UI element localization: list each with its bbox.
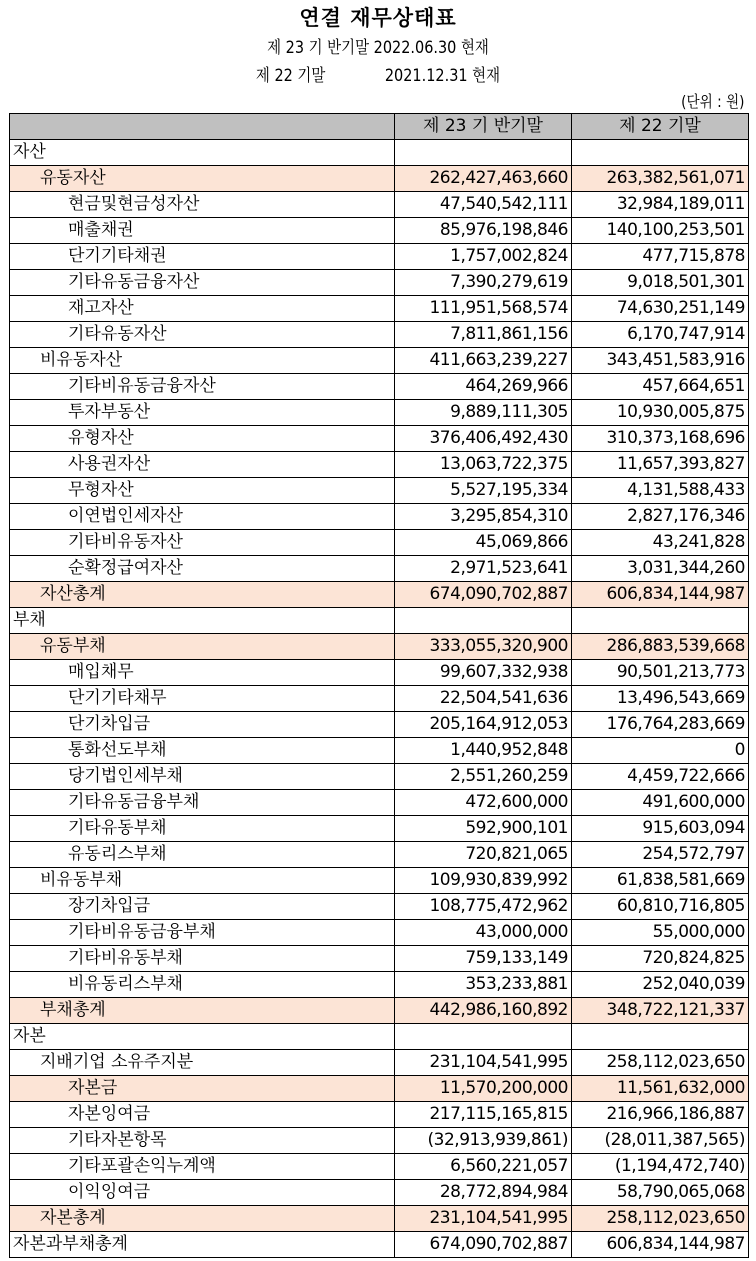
- header-current-period: 제 23 기 반기말: [395, 114, 572, 140]
- table-row: [10, 1024, 749, 1050]
- prior-period-value: 140,100,253,501: [572, 218, 749, 244]
- prior-period-value: 606,834,144,987: [572, 582, 749, 608]
- current-period-value: 28,772,894,984: [395, 1180, 572, 1206]
- prior-period-value: 176,764,283,669: [572, 712, 749, 738]
- prior-period-value: 10,930,005,875: [572, 400, 749, 426]
- current-period-value: 262,427,463,660: [395, 166, 572, 192]
- prior-period-value: 491,600,000: [572, 790, 749, 816]
- current-period-value: 442,986,160,892: [395, 998, 572, 1024]
- table-row: [10, 634, 749, 660]
- table-row: [10, 946, 749, 972]
- prior-period-value: 348,722,121,337: [572, 998, 749, 1024]
- account-name: 유동리스부채: [10, 842, 395, 868]
- unit-label: (단위 : 원): [680, 92, 744, 111]
- period-prior: [57, 61, 700, 86]
- current-period-value: 720,821,065: [395, 842, 572, 868]
- table-row: [10, 348, 749, 374]
- table-row: [10, 1232, 749, 1258]
- account-name: 순확정급여자산: [10, 556, 395, 582]
- table-row: [10, 296, 749, 322]
- table-row: [10, 1128, 749, 1154]
- header-prior-period: 제 22 기말: [572, 114, 749, 140]
- table-row: [10, 322, 749, 348]
- current-period-value: 1,440,952,848: [395, 738, 572, 764]
- prior-period-value: 286,883,539,668: [572, 634, 749, 660]
- prior-period-value: 58,790,065,068: [572, 1180, 749, 1206]
- account-name: 지배기업 소유주지분: [10, 1050, 395, 1076]
- table-row: [10, 270, 749, 296]
- account-name: 기타자본항목: [10, 1128, 395, 1154]
- table-row: [10, 478, 749, 504]
- table-row: [10, 244, 749, 270]
- current-period-value: 472,600,000: [395, 790, 572, 816]
- table-row: [10, 1050, 749, 1076]
- table-row: [10, 1206, 749, 1232]
- account-name: 기타포괄손익누계액: [10, 1154, 395, 1180]
- account-name: 단기기타채무: [10, 686, 395, 712]
- current-period-value: 411,663,239,227: [395, 348, 572, 374]
- prior-period-value: 13,496,543,669: [572, 686, 749, 712]
- current-period-value: 7,390,279,619: [395, 270, 572, 296]
- prior-period-value: [572, 608, 749, 634]
- prior-period-value: 258,112,023,650: [572, 1206, 749, 1232]
- table-row: [10, 712, 749, 738]
- account-name: 기타유동금융자산: [10, 270, 395, 296]
- prior-period-value: 216,966,186,887: [572, 1102, 749, 1128]
- current-period-value: 674,090,702,887: [395, 1232, 572, 1258]
- account-name: 기타유동금융부채: [10, 790, 395, 816]
- current-period-value: 11,570,200,000: [395, 1076, 572, 1102]
- account-name: 투자부동산: [10, 400, 395, 426]
- account-name: 유동자산: [10, 166, 395, 192]
- current-period-value: 108,775,472,962: [395, 894, 572, 920]
- account-name: 비유동부채: [10, 868, 395, 894]
- account-name: 자본총계: [10, 1206, 395, 1232]
- prior-period-value: 4,459,722,666: [572, 764, 749, 790]
- current-period-value: 47,540,542,111: [395, 192, 572, 218]
- table-row: [10, 608, 749, 634]
- prior-period-value: 74,630,251,149: [572, 296, 749, 322]
- account-name: 매입채무: [10, 660, 395, 686]
- table-row: [10, 166, 749, 192]
- account-name: 사용권자산: [10, 452, 395, 478]
- current-period-value: 205,164,912,053: [395, 712, 572, 738]
- balance-sheet-table: [9, 113, 749, 1258]
- prior-period-value: 263,382,561,071: [572, 166, 749, 192]
- statement-title: 연결 재무상태표: [299, 6, 457, 30]
- current-period-value: 231,104,541,995: [395, 1050, 572, 1076]
- current-period-value: 109,930,839,992: [395, 868, 572, 894]
- table-row: [10, 530, 749, 556]
- current-period-value: 111,951,568,574: [395, 296, 572, 322]
- period-prior-label: 제 22 기말: [255, 66, 326, 86]
- table-row: [10, 660, 749, 686]
- table-row: [10, 192, 749, 218]
- table-row: [10, 738, 749, 764]
- prior-period-value: 2,827,176,346: [572, 504, 749, 530]
- prior-period-value: [572, 1024, 749, 1050]
- account-name: 기타비유동금융자산: [10, 374, 395, 400]
- current-period-value: [395, 140, 572, 166]
- prior-period-value: 43,241,828: [572, 530, 749, 556]
- account-name: 단기차입금: [10, 712, 395, 738]
- current-period-value: 333,055,320,900: [395, 634, 572, 660]
- table-row: [10, 140, 749, 166]
- account-name: 기타유동자산: [10, 322, 395, 348]
- current-period-value: 464,269,966: [395, 374, 572, 400]
- account-name: 기타비유동자산: [10, 530, 395, 556]
- account-name: 자본금: [10, 1076, 395, 1102]
- account-name: 기타비유동부채: [10, 946, 395, 972]
- current-period-value: 43,000,000: [395, 920, 572, 946]
- period-current: 제 23 기 반기말 2022.06.30 현재: [267, 38, 489, 58]
- prior-period-value: 606,834,144,987: [572, 1232, 749, 1258]
- prior-period-value: (28,011,387,565): [572, 1128, 749, 1154]
- table-row: [10, 1076, 749, 1102]
- prior-period-value: 60,810,716,805: [572, 894, 749, 920]
- table-row: [10, 452, 749, 478]
- account-name: 통화선도부채: [10, 738, 395, 764]
- account-name: 자산총계: [10, 582, 395, 608]
- table-row: [10, 894, 749, 920]
- table-row: [10, 1102, 749, 1128]
- account-name: 당기법인세부채: [10, 764, 395, 790]
- current-period-value: 6,560,221,057: [395, 1154, 572, 1180]
- account-name: 부채: [10, 608, 395, 634]
- account-name: 장기차입금: [10, 894, 395, 920]
- account-name: 비유동리스부채: [10, 972, 395, 998]
- account-name: 기타비유동금융부채: [10, 920, 395, 946]
- prior-period-value: 457,664,651: [572, 374, 749, 400]
- prior-period-value: 4,131,588,433: [572, 478, 749, 504]
- table-row: [10, 816, 749, 842]
- current-period-value: 5,527,195,334: [395, 478, 572, 504]
- account-name: 유형자산: [10, 426, 395, 452]
- current-period-value: (32,913,939,861): [395, 1128, 572, 1154]
- period-prior-date: 2021.12.31 현재: [384, 66, 501, 86]
- current-period-value: 759,133,149: [395, 946, 572, 972]
- table-header-row: [10, 114, 749, 140]
- table-row: [10, 842, 749, 868]
- account-name: 매출채권: [10, 218, 395, 244]
- current-period-value: 231,104,541,995: [395, 1206, 572, 1232]
- current-period-value: 99,607,332,938: [395, 660, 572, 686]
- table-row: [10, 426, 749, 452]
- prior-period-value: 55,000,000: [572, 920, 749, 946]
- current-period-value: 9,889,111,305: [395, 400, 572, 426]
- account-name: 단기기타채권: [10, 244, 395, 270]
- current-period-value: 13,063,722,375: [395, 452, 572, 478]
- prior-period-value: 0: [572, 738, 749, 764]
- current-period-value: 353,233,881: [395, 972, 572, 998]
- account-name: 부채총계: [10, 998, 395, 1024]
- prior-period-value: 11,561,632,000: [572, 1076, 749, 1102]
- account-name: 재고자산: [10, 296, 395, 322]
- prior-period-value: 720,824,825: [572, 946, 749, 972]
- prior-period-value: 310,373,168,696: [572, 426, 749, 452]
- account-name: 기타유동부채: [10, 816, 395, 842]
- table-row: [10, 374, 749, 400]
- table-row: [10, 582, 749, 608]
- current-period-value: 2,551,260,259: [395, 764, 572, 790]
- prior-period-value: 11,657,393,827: [572, 452, 749, 478]
- current-period-value: 376,406,492,430: [395, 426, 572, 452]
- table-row: [10, 504, 749, 530]
- table-row: [10, 400, 749, 426]
- table-row: [10, 686, 749, 712]
- prior-period-value: 3,031,344,260: [572, 556, 749, 582]
- account-name: 현금및현금성자산: [10, 192, 395, 218]
- current-period-value: 592,900,101: [395, 816, 572, 842]
- prior-period-value: (1,194,472,740): [572, 1154, 749, 1180]
- table-body: [10, 140, 749, 1258]
- current-period-value: [395, 608, 572, 634]
- current-period-value: 7,811,861,156: [395, 322, 572, 348]
- table-row: [10, 218, 749, 244]
- account-name: 비유동자산: [10, 348, 395, 374]
- prior-period-value: 477,715,878: [572, 244, 749, 270]
- current-period-value: 2,971,523,641: [395, 556, 572, 582]
- prior-period-value: 9,018,501,301: [572, 270, 749, 296]
- current-period-value: 22,504,541,636: [395, 686, 572, 712]
- account-name: 유동부채: [10, 634, 395, 660]
- current-period-value: [395, 1024, 572, 1050]
- account-name: 이연법인세자산: [10, 504, 395, 530]
- current-period-value: 674,090,702,887: [395, 582, 572, 608]
- table-row: [10, 998, 749, 1024]
- account-name: 무형자산: [10, 478, 395, 504]
- current-period-value: 217,115,165,815: [395, 1102, 572, 1128]
- table-row: [10, 790, 749, 816]
- table-row: [10, 868, 749, 894]
- prior-period-value: 6,170,747,914: [572, 322, 749, 348]
- prior-period-value: 252,040,039: [572, 972, 749, 998]
- header-account: [10, 114, 395, 140]
- account-name: 이익잉여금: [10, 1180, 395, 1206]
- account-name: 자산: [10, 140, 395, 166]
- prior-period-value: 258,112,023,650: [572, 1050, 749, 1076]
- current-period-value: 45,069,866: [395, 530, 572, 556]
- prior-period-value: [572, 140, 749, 166]
- current-period-value: 3,295,854,310: [395, 504, 572, 530]
- table-row: [10, 920, 749, 946]
- prior-period-value: 343,451,583,916: [572, 348, 749, 374]
- prior-period-value: 32,984,189,011: [572, 192, 749, 218]
- account-name: 자본과부채총계: [10, 1232, 395, 1258]
- table-row: [10, 972, 749, 998]
- prior-period-value: 915,603,094: [572, 816, 749, 842]
- prior-period-value: 90,501,213,773: [572, 660, 749, 686]
- table-row: [10, 1180, 749, 1206]
- account-name: 자본: [10, 1024, 395, 1050]
- table-row: [10, 556, 749, 582]
- prior-period-value: 61,838,581,669: [572, 868, 749, 894]
- table-row: [10, 1154, 749, 1180]
- account-name: 자본잉여금: [10, 1102, 395, 1128]
- table-row: [10, 764, 749, 790]
- current-period-value: 85,976,198,846: [395, 218, 572, 244]
- current-period-value: 1,757,002,824: [395, 244, 572, 270]
- prior-period-value: 254,572,797: [572, 842, 749, 868]
